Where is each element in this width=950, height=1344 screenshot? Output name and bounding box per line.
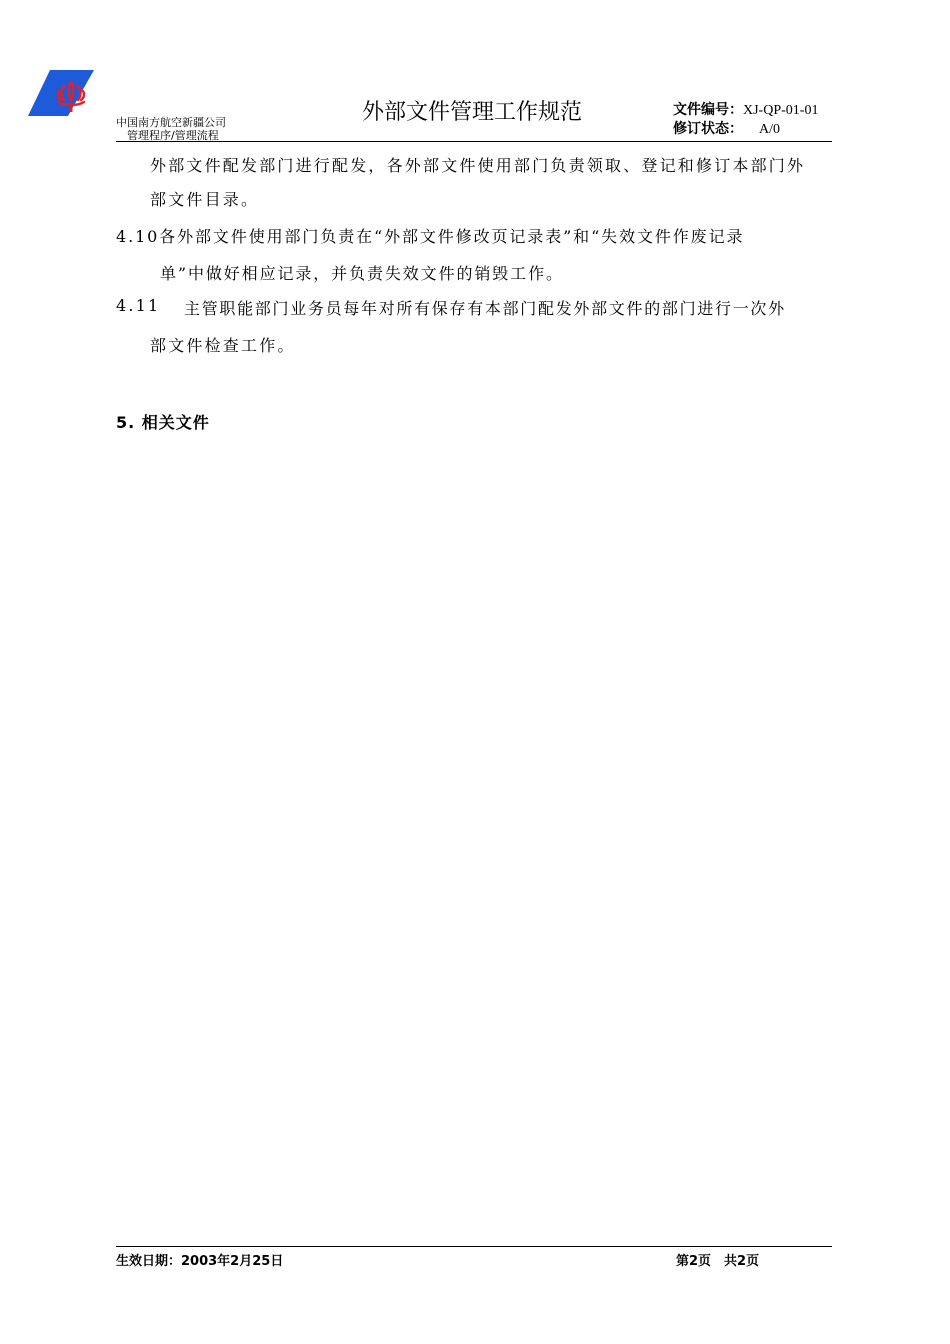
section-heading: 5. 相关文件 bbox=[116, 413, 210, 432]
company-block bbox=[116, 116, 226, 142]
footer-divider bbox=[116, 1246, 832, 1247]
revision-value: A/0 bbox=[759, 122, 780, 137]
company-name: 中国南方航空新疆公司 bbox=[116, 116, 226, 129]
document-meta bbox=[673, 101, 818, 139]
header-divider bbox=[116, 141, 832, 142]
paragraph-line-1: 外部文件配发部门进行配发，各外部文件使用部门负责领取、登记和修订本部门外 bbox=[150, 156, 806, 175]
revision-label: 修订状态： bbox=[673, 121, 743, 137]
doc-number-value: XJ-QP-01-01 bbox=[743, 103, 819, 118]
paragraph-line-2: 部文件目录。 bbox=[150, 190, 260, 209]
clause-4-10-line-2: 单”中做好相应记录，并负责失效文件的销毁工作。 bbox=[160, 264, 564, 283]
airline-tail-logo-icon bbox=[28, 70, 96, 116]
clause-4-11-line-1: 主管职能部门业务员每年对所有保存有本部门配发外部文件的部门进行一次外 bbox=[184, 299, 786, 318]
doc-number-label: 文件编号： bbox=[673, 102, 743, 118]
effective-date: 生效日期：2003年2月25日 bbox=[116, 1254, 284, 1269]
clause-4-10-line-1: 4.10各外部文件使用部门负责在“外部文件修改页记录表”和“失效文件作废记录 bbox=[116, 227, 745, 246]
page-number: 第2页 共2页 bbox=[676, 1254, 760, 1269]
clause-4-11-line-2: 部文件检查工作。 bbox=[150, 336, 296, 355]
doc-number-row bbox=[673, 101, 818, 120]
clause-4-11-number: 4.11 bbox=[116, 296, 161, 315]
document-title: 外部文件管理工作规范 bbox=[362, 100, 583, 125]
revision-row bbox=[673, 120, 818, 139]
document-category: 管理程序/管理流程 bbox=[127, 129, 219, 142]
